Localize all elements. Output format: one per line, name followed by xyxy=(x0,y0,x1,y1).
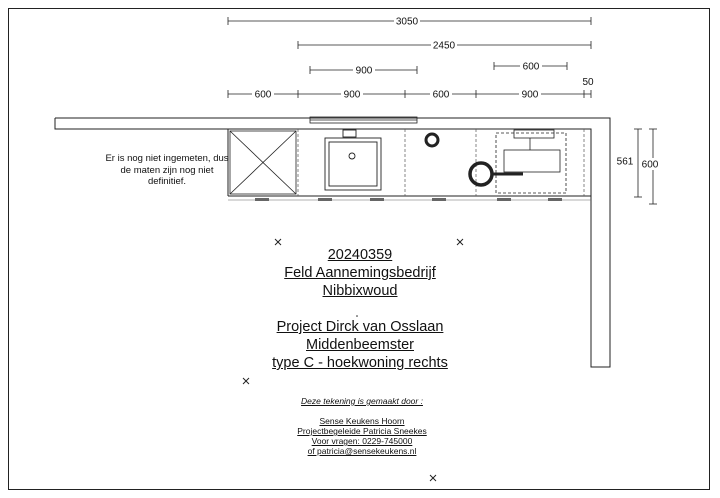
project-place: Middenbeemster xyxy=(306,337,414,353)
pan-icon xyxy=(470,163,523,185)
note-line: Er is nog niet ingemeten, dus xyxy=(105,153,229,164)
plinth-feet xyxy=(255,198,562,201)
contractor-place: Nibbixwoud xyxy=(322,283,398,299)
guidance-name: Projectbegeleide Patricia Sneekes xyxy=(297,426,427,436)
dim-depth-total-label: 600 xyxy=(641,159,659,171)
measurement-note xyxy=(82,153,252,188)
email-link[interactable]: of patricia@sensekeukens.nl xyxy=(307,446,417,456)
contractor-name: Feld Aannemingsbedrijf xyxy=(284,265,436,281)
dim-hob-label: 600 xyxy=(522,61,540,73)
note-line: definitief. xyxy=(147,176,187,187)
note-line: de maten zijn nog niet xyxy=(120,164,214,176)
project-name: Project Dirck van Osslaan xyxy=(276,319,444,335)
dim-segment-2-label: 900 xyxy=(343,89,361,101)
company-name: Sense Keukens Hoorn xyxy=(319,416,405,426)
dim-segment-3-label: 600 xyxy=(432,89,450,101)
hob xyxy=(496,130,566,193)
dim-run-label: 2450 xyxy=(432,40,456,52)
house-type: type C - hoekwoning rechts xyxy=(272,355,448,371)
dim-overall-label: 3050 xyxy=(395,16,419,28)
round-tap xyxy=(426,134,438,146)
dim-end-panel-label: 50 xyxy=(582,77,594,88)
credits-heading: Deze tekening is gemaakt door : xyxy=(301,396,423,406)
dim-depth-counter-label: 561 xyxy=(616,156,634,168)
credits-block xyxy=(250,396,474,456)
title-block xyxy=(230,246,490,372)
order-number: 20240359 xyxy=(327,247,393,263)
dim-segment-4-label: 900 xyxy=(521,89,539,101)
phone-line: Voor vragen: 0229-745000 xyxy=(311,436,413,446)
sink xyxy=(325,130,381,190)
dim-sink-label: 900 xyxy=(355,65,373,77)
dim-segment-1-label: 600 xyxy=(254,89,272,101)
